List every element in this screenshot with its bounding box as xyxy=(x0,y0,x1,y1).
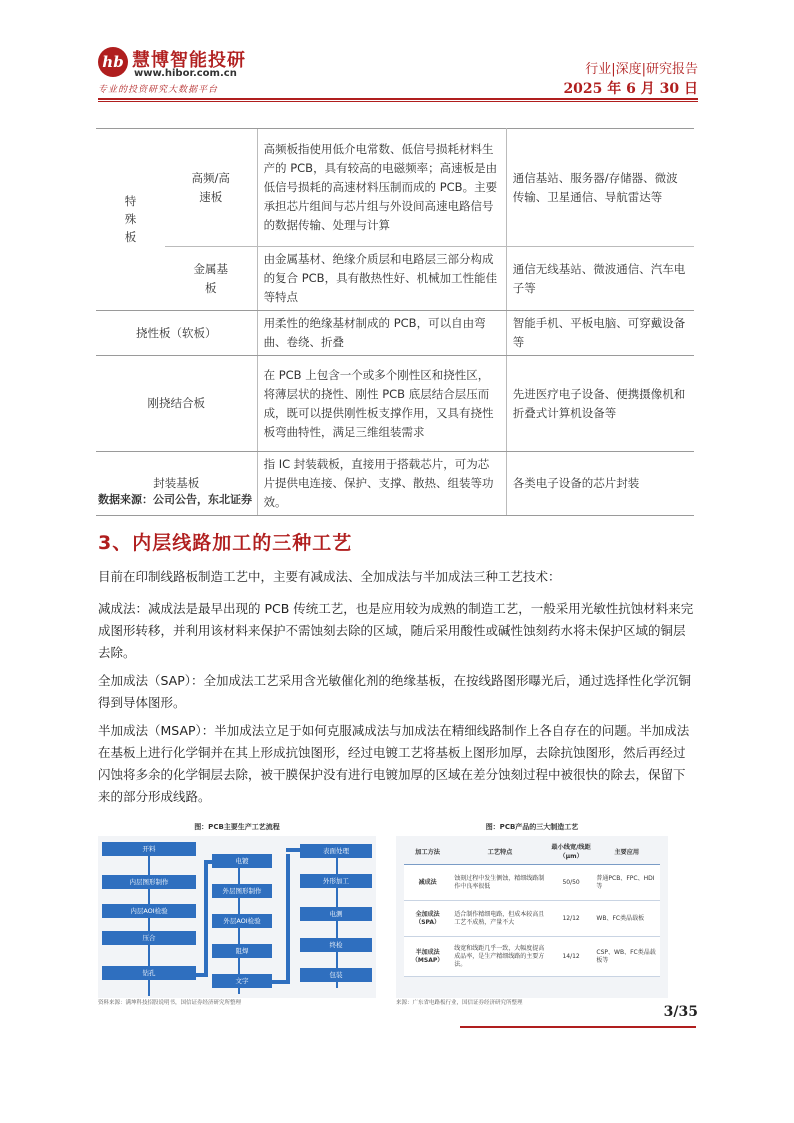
table-row xyxy=(96,356,694,452)
logo-url[interactable]: www.hibor.com.cn xyxy=(134,68,237,79)
table-source: 数据来源：公司公告，东北证券 xyxy=(98,493,252,506)
flow-step: 压合 xyxy=(102,931,196,945)
table-category-cell: 刚挠结合板 xyxy=(96,356,257,452)
flow-step: 电测 xyxy=(300,907,372,921)
table-cell: 线宽和线距几乎一致，大幅度提高成品率，是生产精细线路的主要方法。 xyxy=(451,937,549,977)
flow-step: 文字 xyxy=(212,974,272,988)
table-cell: 50/50 xyxy=(549,865,594,901)
sub-label: 高频/高速板 xyxy=(191,170,230,204)
figure-process-table xyxy=(396,818,668,998)
table-row xyxy=(404,937,660,977)
table-cell: CSP、WB、FC类晶载板等 xyxy=(593,937,660,977)
paragraph-msap: 半加成法（MSAP）：半加成法立足于如何克服减成法与加成法在精细线路制作上各自存在的问题。半加成法在基板上进行化学铜并在其上形成抗蚀图形，经过电镀工艺将基板上图形加厚，去除抗蚀图形，然后再经过闪蚀将多余的化学铜层去除，被干膜保护没有进行电镀加厚的区域在差分蚀刻过程中被很快的除去，保留下来的部分形成线路。 xyxy=(98,723,690,804)
table-row xyxy=(404,901,660,937)
figure-title-bar xyxy=(396,818,668,836)
table-app-cell: 通信基站、服务器/存储器、微波传输、卫星通信、导航雷达等 xyxy=(506,129,694,247)
sub-label: 金属基板 xyxy=(193,261,228,295)
table-cell: 蚀刻过程中发生侧蚀，精细线路制作中良率很低 xyxy=(451,865,549,901)
group-label: 特殊板 xyxy=(124,194,137,244)
table-cell: 全加成法（SPA） xyxy=(404,901,451,937)
table-row xyxy=(404,865,660,901)
flow-step: 外形加工 xyxy=(300,874,372,888)
table-cell: 减成法 xyxy=(404,865,451,901)
flow-step: 电镀 xyxy=(212,854,272,868)
figure-process-flow xyxy=(98,818,376,998)
flow-step: 终检 xyxy=(300,938,372,952)
flow-step: 外层图形制作 xyxy=(212,884,272,898)
table-desc-cell: 高频板指使用低介电常数、低信号损耗材料生产的 PCB，具有较高的电磁频率；高速板是由低信号损耗的高速材料压制而成的 PCB。主要承担芯片组间与芯片组与外设间高速电路信号的数据传输、处理与计算 xyxy=(257,129,506,247)
flow-connector xyxy=(196,973,204,977)
footer-rule xyxy=(460,1026,696,1028)
table-cell: 半加成法（MSAP） xyxy=(404,937,451,977)
table-header-row xyxy=(404,838,660,865)
column-header: 工艺特点 xyxy=(451,838,549,865)
flow-step: 钻孔 xyxy=(102,966,196,980)
table-desc-cell: 指 IC 封装载板，直接用于搭载芯片，可为芯片提供电连接、保护、支撑、散热、组装等功效。 xyxy=(257,452,506,516)
table-app-cell: 智能手机、平板电脑、可穿戴设备等 xyxy=(506,311,694,356)
section-title: 3、内层线路加工的三种工艺 xyxy=(98,532,353,554)
table-group-cell xyxy=(96,129,165,311)
flow-step: 包装 xyxy=(300,968,372,982)
flow-step: 内层AOI检验 xyxy=(102,904,196,918)
flow-connector xyxy=(286,854,290,984)
figure-title: 图：PCB产品的三大制造工艺 xyxy=(485,823,579,831)
table-desc-cell: 用柔性的绝缘基材制成的 PCB，可以自由弯曲、卷绕、折叠 xyxy=(257,311,506,356)
table-cell: 14/12 xyxy=(549,937,594,977)
header-rule-thin xyxy=(98,101,698,102)
figure-title: 图：PCB主要生产工艺流程 xyxy=(194,823,280,831)
figure-title-bar xyxy=(98,818,376,836)
logo-name: 慧博智能投研 xyxy=(132,50,246,71)
column-header: 最小线宽/线距（μm） xyxy=(549,838,594,865)
flow-step: 开料 xyxy=(102,842,196,856)
table-desc-cell: 由金属基材、绝缘介质层和电路层三部分构成的复合 PCB，具有散热性好、机械加工性能佳等特点 xyxy=(257,247,506,311)
section-intro: 目前在印制线路板制造工艺中，主要有减成法、全加成法与半加成法三种工艺技术： xyxy=(98,569,561,584)
table-sub-cell xyxy=(165,129,257,247)
flow-step: 内层图形制作 xyxy=(102,875,196,889)
flow-connector xyxy=(286,848,300,852)
table-app-cell: 先进医疗电子设备、便携摄像机和折叠式计算机设备等 xyxy=(506,356,694,452)
process-comparison-table xyxy=(404,838,660,977)
flow-step: 表面处理 xyxy=(300,844,372,858)
table-sub-cell xyxy=(165,247,257,311)
flow-connector xyxy=(204,860,212,864)
header-rule xyxy=(98,98,698,100)
flow-step: 阻焊 xyxy=(212,944,272,958)
column-header: 主要应用 xyxy=(593,838,660,865)
table-category-cell: 封装基板 xyxy=(96,452,257,516)
paragraph-subtractive: 减成法：减成法是最早出现的 PCB 传统工艺，也是应用较为成熟的制造工艺，一般采用光敏性抗蚀材料来完成图形转移，并利用该材料来保护不需蚀刻去除的区域，随后采用酸性或碱性蚀刻药水将未保护区域的铜层去除。 xyxy=(98,601,694,660)
table-app-cell: 各类电子设备的芯片封装 xyxy=(506,452,694,516)
flow-connector xyxy=(204,860,208,977)
flow-step: 外层AOI检验 xyxy=(212,914,272,928)
paragraph-sap: 全加成法（SAP）：全加成法工艺采用含光敏催化剂的绝缘基板，在按线路图形曝光后，通过选择性化学沉铜得到导体图形。 xyxy=(98,673,692,710)
table-cell: 12/12 xyxy=(549,901,594,937)
table-app-cell: 通信无线基站、微波通信、汽车电子等 xyxy=(506,247,694,311)
table-row xyxy=(96,311,694,356)
column-header: 加工方法 xyxy=(404,838,451,865)
table-category-cell: 挠性板（软板） xyxy=(96,311,257,356)
table-desc-cell: 在 PCB 上包含一个或多个刚性区和挠性区，将薄层状的挠性、刚性 PCB 底层结合层压而成，既可以提供刚性板支撑作用，又具有挠性板弯曲特性，满足三维组装需求 xyxy=(257,356,506,452)
table-cell: 普通PCB、FPC、HDI等 xyxy=(593,865,660,901)
pcb-type-table xyxy=(96,128,694,516)
table-row xyxy=(96,247,694,311)
page-number: 3/35 xyxy=(663,1004,698,1020)
logo-mark: hb xyxy=(98,47,128,77)
table-row xyxy=(96,129,694,247)
table-cell: WB、FC类晶载板 xyxy=(593,901,660,937)
figure-source: 资料来源：满坤科技招股说明书，国信证券经济研究所整理 xyxy=(98,1000,242,1006)
report-type: 行业|深度|研究报告 xyxy=(585,62,698,77)
table-cell: 适合制作精细电路，但成本较高且工艺不成熟，产量不大 xyxy=(451,901,549,937)
figure-source: 来源：广东省电路板行业，国信证券经济研究所整理 xyxy=(396,1000,523,1006)
report-date: 2025 年 6 月 30 日 xyxy=(563,81,698,97)
logo-slogan: 专业的投资研究大数据平台 xyxy=(98,85,219,95)
